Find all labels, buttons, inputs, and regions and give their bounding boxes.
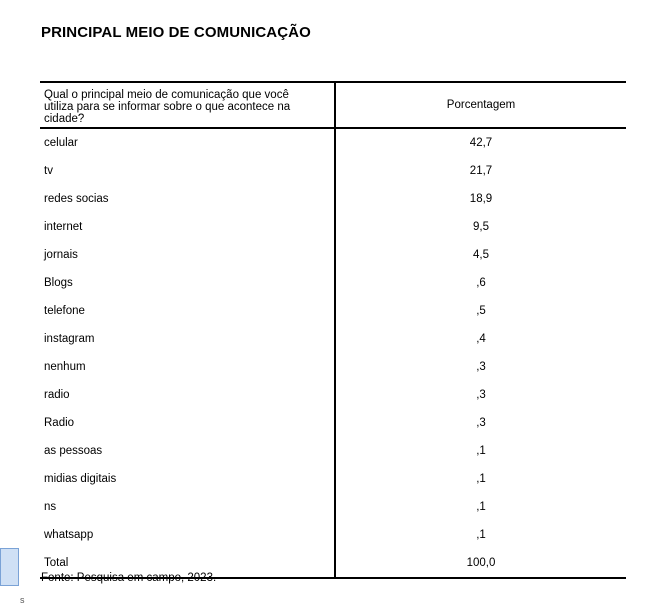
row-label: as pessoas [40, 437, 335, 465]
table-header-row [40, 82, 626, 128]
row-value: 42,7 [469, 137, 493, 149]
row-label: telefone [40, 297, 335, 325]
row-value: 18,9 [469, 193, 493, 205]
table-row [40, 493, 626, 521]
row-value: ,1 [476, 529, 486, 541]
row-label: jornais [40, 241, 335, 269]
row-label: Radio [40, 409, 335, 437]
table-row [40, 128, 626, 157]
row-label: celular [40, 128, 335, 157]
data-table-container [40, 81, 626, 579]
table-row [40, 185, 626, 213]
page-title: PRINCIPAL MEIO DE COMUNICAÇÃO [41, 24, 311, 41]
side-letter: s [20, 595, 25, 605]
data-table [40, 81, 626, 579]
row-value: 9,5 [473, 221, 489, 233]
row-value: 21,7 [469, 165, 493, 177]
table-row [40, 325, 626, 353]
header-percentage: Porcentagem [335, 82, 626, 128]
row-label: whatsapp [40, 521, 335, 549]
table-row [40, 213, 626, 241]
source-note: Fonte: Pesquisa em campo, 2023. [41, 572, 217, 584]
row-label: redes socias [40, 185, 335, 213]
row-value: 4,5 [473, 249, 489, 261]
row-label: tv [40, 157, 335, 185]
row-value: ,1 [476, 445, 486, 457]
table-row [40, 297, 626, 325]
table-row [40, 409, 626, 437]
row-label: Blogs [40, 269, 335, 297]
table-row [40, 465, 626, 493]
table-row [40, 381, 626, 409]
row-value: ,3 [476, 417, 486, 429]
table-row [40, 241, 626, 269]
row-label: internet [40, 213, 335, 241]
row-value: ,3 [476, 361, 486, 373]
row-label: radio [40, 381, 335, 409]
row-label: midias digitais [40, 465, 335, 493]
table-row [40, 353, 626, 381]
table-row [40, 157, 626, 185]
table-row [40, 521, 626, 549]
row-value: ,4 [476, 333, 486, 345]
side-panel-tab[interactable] [0, 548, 19, 586]
row-value: ,1 [476, 473, 486, 485]
table-row [40, 269, 626, 297]
row-value: ,3 [476, 389, 486, 401]
table-row [40, 437, 626, 465]
row-value: ,1 [476, 501, 486, 513]
row-value: ,6 [476, 277, 486, 289]
row-label: instagram [40, 325, 335, 353]
header-question: Qual o principal meio de comunicação que você utiliza para se informar sobre o que acontece na cidade? [40, 82, 335, 128]
total-label: Total [40, 549, 335, 578]
total-value: 100,0 [335, 549, 626, 578]
row-value: ,5 [476, 305, 486, 317]
row-label: nenhum [40, 353, 335, 381]
row-label: ns [40, 493, 335, 521]
